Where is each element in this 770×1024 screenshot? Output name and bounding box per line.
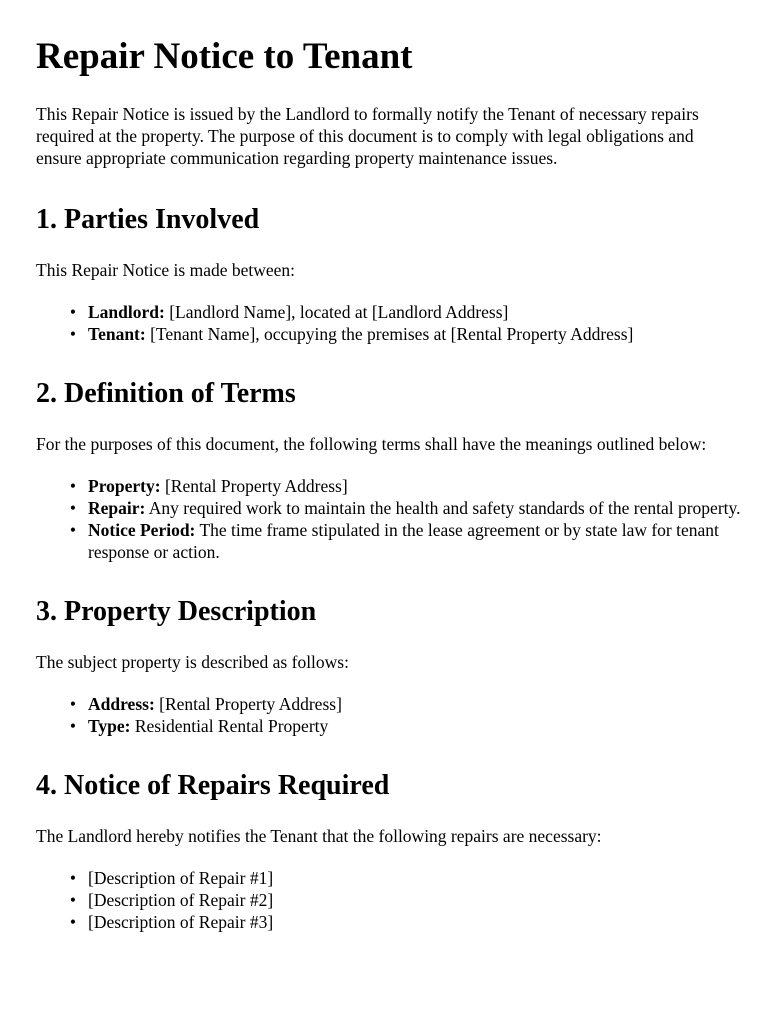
list-item <box>69 323 748 345</box>
list-item-text: [Description of Repair #1] <box>88 868 274 888</box>
section-lead: The Landlord hereby notifies the Tenant that the following repairs are necessary: <box>36 826 602 846</box>
list-item-term: Landlord: <box>88 302 165 322</box>
bullet-icon: • <box>69 716 77 736</box>
list-item-term: Tenant: <box>88 324 146 344</box>
list-item-term: Type: <box>88 716 131 736</box>
list-item-term: Address: <box>88 694 155 714</box>
list-item-text: [Tenant Name], occupying the premises at [Rental Property Address] <box>145 324 634 344</box>
bullet-icon: • <box>69 694 77 714</box>
intro-paragraph: This Repair Notice is issued by the Landlord to formally notify the Tenant of necessary repairs required at the property. The purpose of this document is to comply with legal obligations and ensure appropriate communication regarding property maintenance issues. <box>36 104 699 168</box>
list-item-text: Residential Rental Property <box>130 716 329 736</box>
section-lead: The subject property is described as follows: <box>36 652 349 672</box>
list-item-term: Repair: <box>88 498 146 518</box>
list-item <box>69 497 748 519</box>
list-item-text: [Description of Repair #3] <box>88 912 274 932</box>
bullet-icon: • <box>69 498 77 518</box>
list-item-text: The time frame stipulated in the lease agreement or by state law for tenant response or action. <box>88 520 719 562</box>
list-item-text: [Description of Repair #2] <box>88 890 274 910</box>
section-parties <box>36 203 734 345</box>
list-item-text: Any required work to maintain the health and safety standards of the rental property. <box>145 498 741 518</box>
list-item <box>69 475 748 497</box>
bullet-icon: • <box>69 302 77 322</box>
bullet-list <box>36 693 748 737</box>
bullet-list <box>36 301 748 345</box>
list-item-text: [Rental Property Address] <box>160 476 348 496</box>
bullet-list <box>36 867 748 933</box>
bullet-icon: • <box>69 890 77 910</box>
bullet-icon: • <box>69 912 77 932</box>
section-heading: 3. Property Description <box>36 596 317 627</box>
list-item <box>69 301 748 323</box>
section-heading: 1. Parties Involved <box>36 204 260 235</box>
bullet-list <box>36 475 748 563</box>
section-definitions <box>36 377 741 563</box>
list-item-text: [Rental Property Address] <box>154 694 342 714</box>
section-property-description <box>36 595 734 737</box>
document-title: Repair Notice to Tenant <box>36 36 413 77</box>
list-item <box>69 519 748 563</box>
list-item <box>69 889 748 911</box>
bullet-icon: • <box>69 868 77 888</box>
bullet-icon: • <box>69 324 77 344</box>
bullet-icon: • <box>69 520 77 540</box>
list-item <box>69 693 748 715</box>
list-item-text: [Landlord Name], located at [Landlord Address] <box>164 302 509 322</box>
list-item <box>69 715 748 737</box>
list-item <box>69 867 748 889</box>
bullet-icon: • <box>69 476 77 496</box>
section-lead: For the purposes of this document, the following terms shall have the meanings outlined below: <box>36 434 707 454</box>
list-item-term: Property: <box>88 476 161 496</box>
list-item <box>69 911 748 933</box>
list-item-term: Notice Period: <box>88 520 196 540</box>
section-heading: 2. Definition of Terms <box>36 378 296 409</box>
section-lead: This Repair Notice is made between: <box>36 260 296 280</box>
section-repairs-required <box>36 769 734 933</box>
section-heading: 4. Notice of Repairs Required <box>36 770 390 801</box>
